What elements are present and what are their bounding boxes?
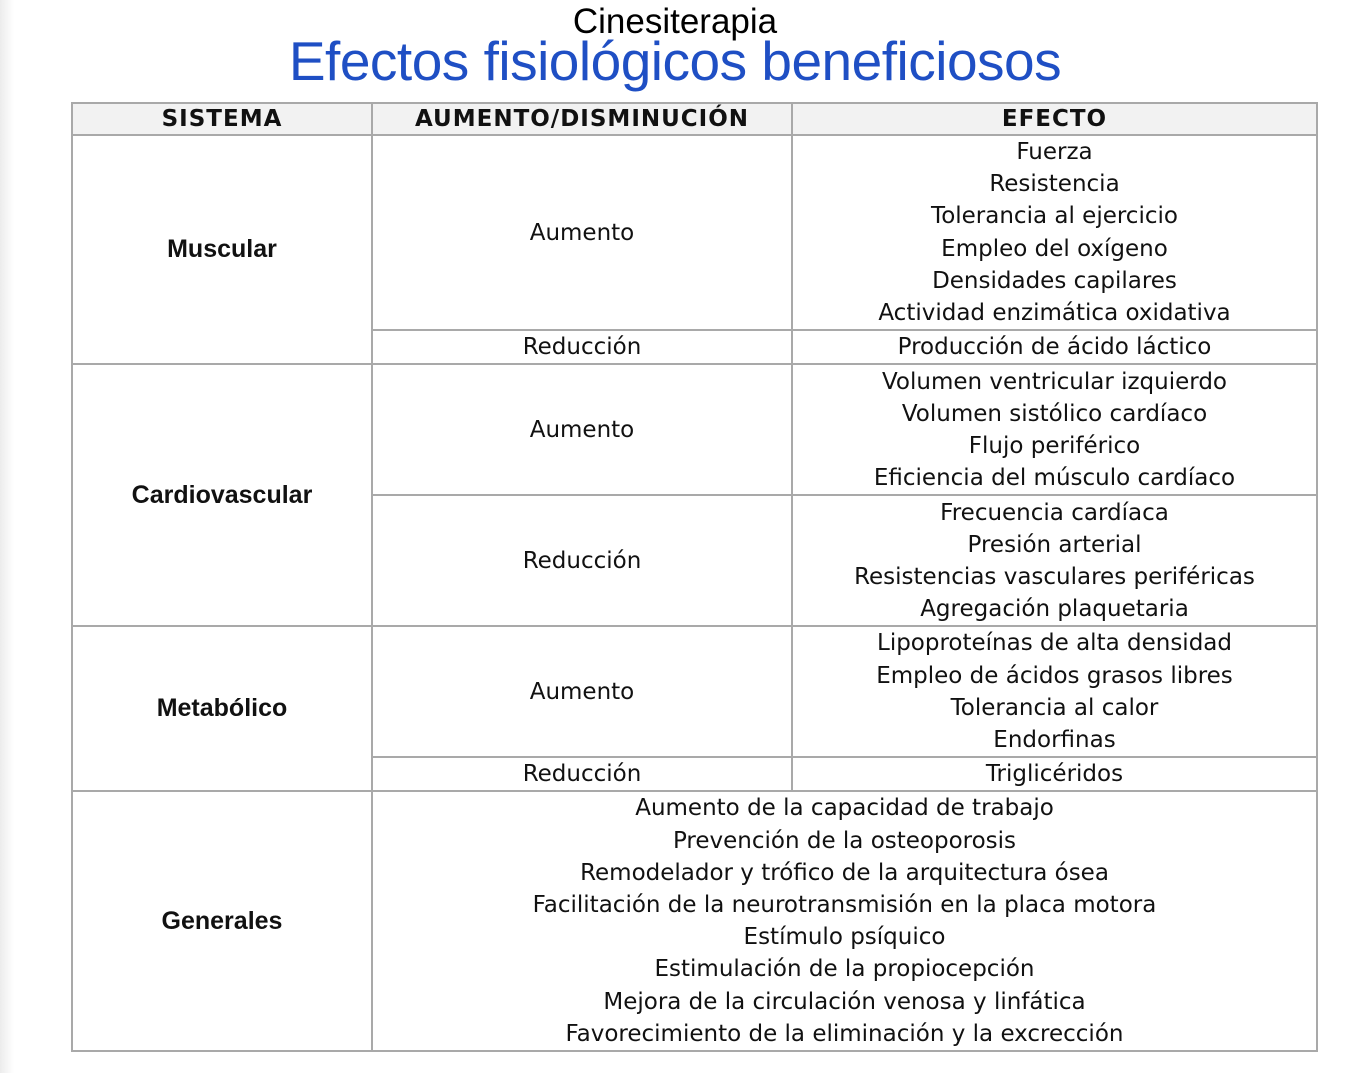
effect-item: Lipoproteínas de alta densidad	[877, 630, 1232, 657]
sistema-generales: Generales	[72, 791, 372, 1051]
table-row-metabolico-aumento	[72, 626, 1317, 757]
effect-item: Empleo del oxígeno	[941, 235, 1168, 262]
effect-item: Endorfinas	[993, 727, 1116, 754]
sistema-cardiovascular: Cardiovascular	[72, 364, 372, 626]
effect-item: Estimulación de la propiocepción	[654, 956, 1035, 983]
sistema-metabolico: Metabólico	[72, 626, 372, 791]
effect-item: Mejora de la circulación venosa y linfática	[603, 988, 1086, 1015]
column-header-efecto: EFECTO	[792, 103, 1317, 135]
effect-item: Remodelador y trófico de la arquitectura ósea	[580, 859, 1109, 886]
table-row-cardiovascular-aumento	[72, 364, 1317, 495]
effect-item: Favorecimiento de la eliminación y la excrección	[565, 1020, 1124, 1047]
effect-item: Tolerancia al calor	[950, 694, 1159, 721]
effect-item: Flujo periférico	[968, 432, 1141, 459]
effect-item: Frecuencia cardíaca	[940, 499, 1169, 526]
effect-item: Fuerza	[1016, 139, 1093, 165]
muscular-aumento-label: Aumento	[372, 135, 792, 330]
effect-item: Aumento de la capacidad de trabajo	[635, 795, 1054, 822]
muscular-reduccion-effects	[792, 330, 1317, 364]
effects-table	[71, 102, 1318, 1052]
effect-item: Volumen sistólico cardíaco	[901, 400, 1208, 427]
cardiovascular-reduccion-label: Reducción	[372, 495, 792, 626]
effect-item: Facilitación de la neurotransmisión en la placa motora	[532, 892, 1157, 919]
effect-item: Densidades capilares	[932, 267, 1177, 294]
metabolico-reduccion-label: Reducción	[372, 757, 792, 791]
metabolico-aumento-effects	[792, 626, 1317, 757]
muscular-aumento-effects	[792, 135, 1317, 330]
effect-item: Volumen ventricular izquierdo	[881, 368, 1227, 395]
page-title: Efectos fisiológicos beneficiosos	[288, 30, 1062, 92]
effect-item: Actividad enzimática oxidativa	[878, 300, 1231, 327]
effect-item: Producción de ácido láctico	[897, 334, 1212, 361]
column-header-sistema: SISTEMA	[72, 103, 372, 135]
page-edge-shade	[0, 0, 14, 1073]
effect-item: Empleo de ácidos grasos libres	[876, 662, 1233, 689]
effect-item: Resistencia	[989, 171, 1120, 198]
effect-item: Triglicéridos	[985, 761, 1124, 788]
effect-item: Tolerancia al ejercicio	[931, 203, 1178, 230]
generales-effects	[372, 791, 1317, 1051]
muscular-reduccion-label: Reducción	[372, 330, 792, 364]
effect-item: Presión arterial	[967, 531, 1142, 558]
effect-item: Prevención de la osteoporosis	[672, 827, 1017, 854]
effect-item: Eficiencia del músculo cardíaco	[873, 465, 1236, 492]
cardiovascular-aumento-effects	[792, 364, 1317, 495]
page-subtitle: Cinesiterapia	[572, 2, 778, 41]
table-header-row	[72, 103, 1317, 135]
column-header-aumento-disminucion: AUMENTO/DISMINUCIÓN	[372, 103, 792, 135]
metabolico-reduccion-effects	[792, 757, 1317, 791]
cardiovascular-aumento-label: Aumento	[372, 364, 792, 495]
cardiovascular-reduccion-effects	[792, 495, 1317, 626]
table-row-muscular-aumento	[72, 135, 1317, 330]
effect-item: Resistencias vasculares periféricas	[854, 563, 1255, 590]
effect-item: Agregación plaquetaria	[920, 596, 1189, 623]
table-row-generales	[72, 791, 1317, 1051]
effect-item: Estímulo psíquico	[743, 924, 946, 951]
metabolico-aumento-label: Aumento	[372, 626, 792, 757]
sistema-muscular: Muscular	[72, 135, 372, 364]
